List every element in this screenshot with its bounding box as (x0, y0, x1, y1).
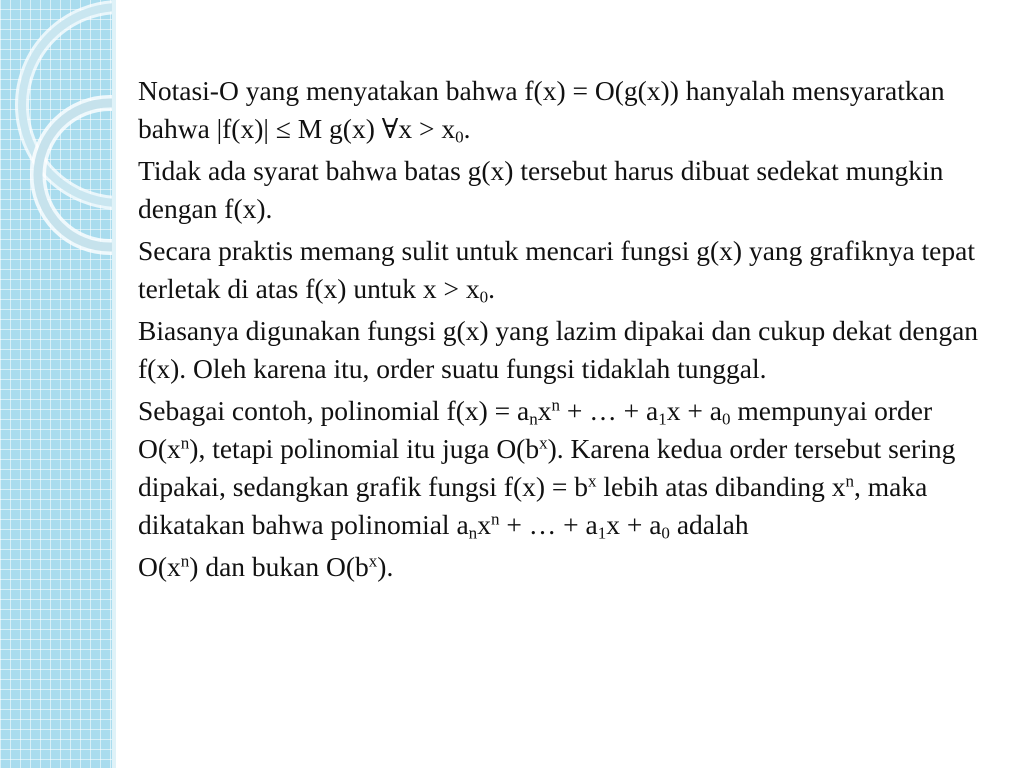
paragraph-5: Sebagai contoh, polinomial $f(x) = a_nx^n$ + … + $a_1x + a_0$ mempunyai order $O(x^n)$, tetapi polinomial itu juga $O(b^x)$. Karena kedua order tersebut sering dipakai, sedangkan grafik fungsi $f(x) = b^x$ lebih atas dibanding $x^n$, maka dikatakan bahwa polinomial $a_nx^n$ + … + $a_1x + a_0$ adalah (138, 395, 956, 543)
panel-divider (112, 0, 116, 768)
decorative-side-panel (0, 0, 112, 768)
paragraph-6: $O(x^n)$ dan bukan $O(b^x)$. (138, 551, 394, 582)
decorative-rings (0, 0, 112, 768)
slide-body (138, 72, 998, 590)
paragraph-4: Biasanya digunakan fungsi g(x) yang lazim dipakai dan cukup dekat dengan f(x). Oleh karena itu, order suatu fungsi tidaklah tunggal. (138, 315, 979, 384)
paragraph-2: Tidak ada syarat bahwa batas g(x) tersebut harus dibuat sedekat mungkin dengan f(x). (138, 155, 944, 224)
paragraph-1: Notasi-O yang menyatakan bahwa f(x) = O(g(x)) hanyalah mensyaratkan bahwa |f(x)| ≤ M g(x) ∀x > $x_0$. (138, 75, 945, 147)
paragraph-3: Secara praktis memang sulit untuk mencari fungsi g(x) yang grafiknya tepat terletak di atas f(x) untuk $x > x_0$. (138, 235, 975, 307)
